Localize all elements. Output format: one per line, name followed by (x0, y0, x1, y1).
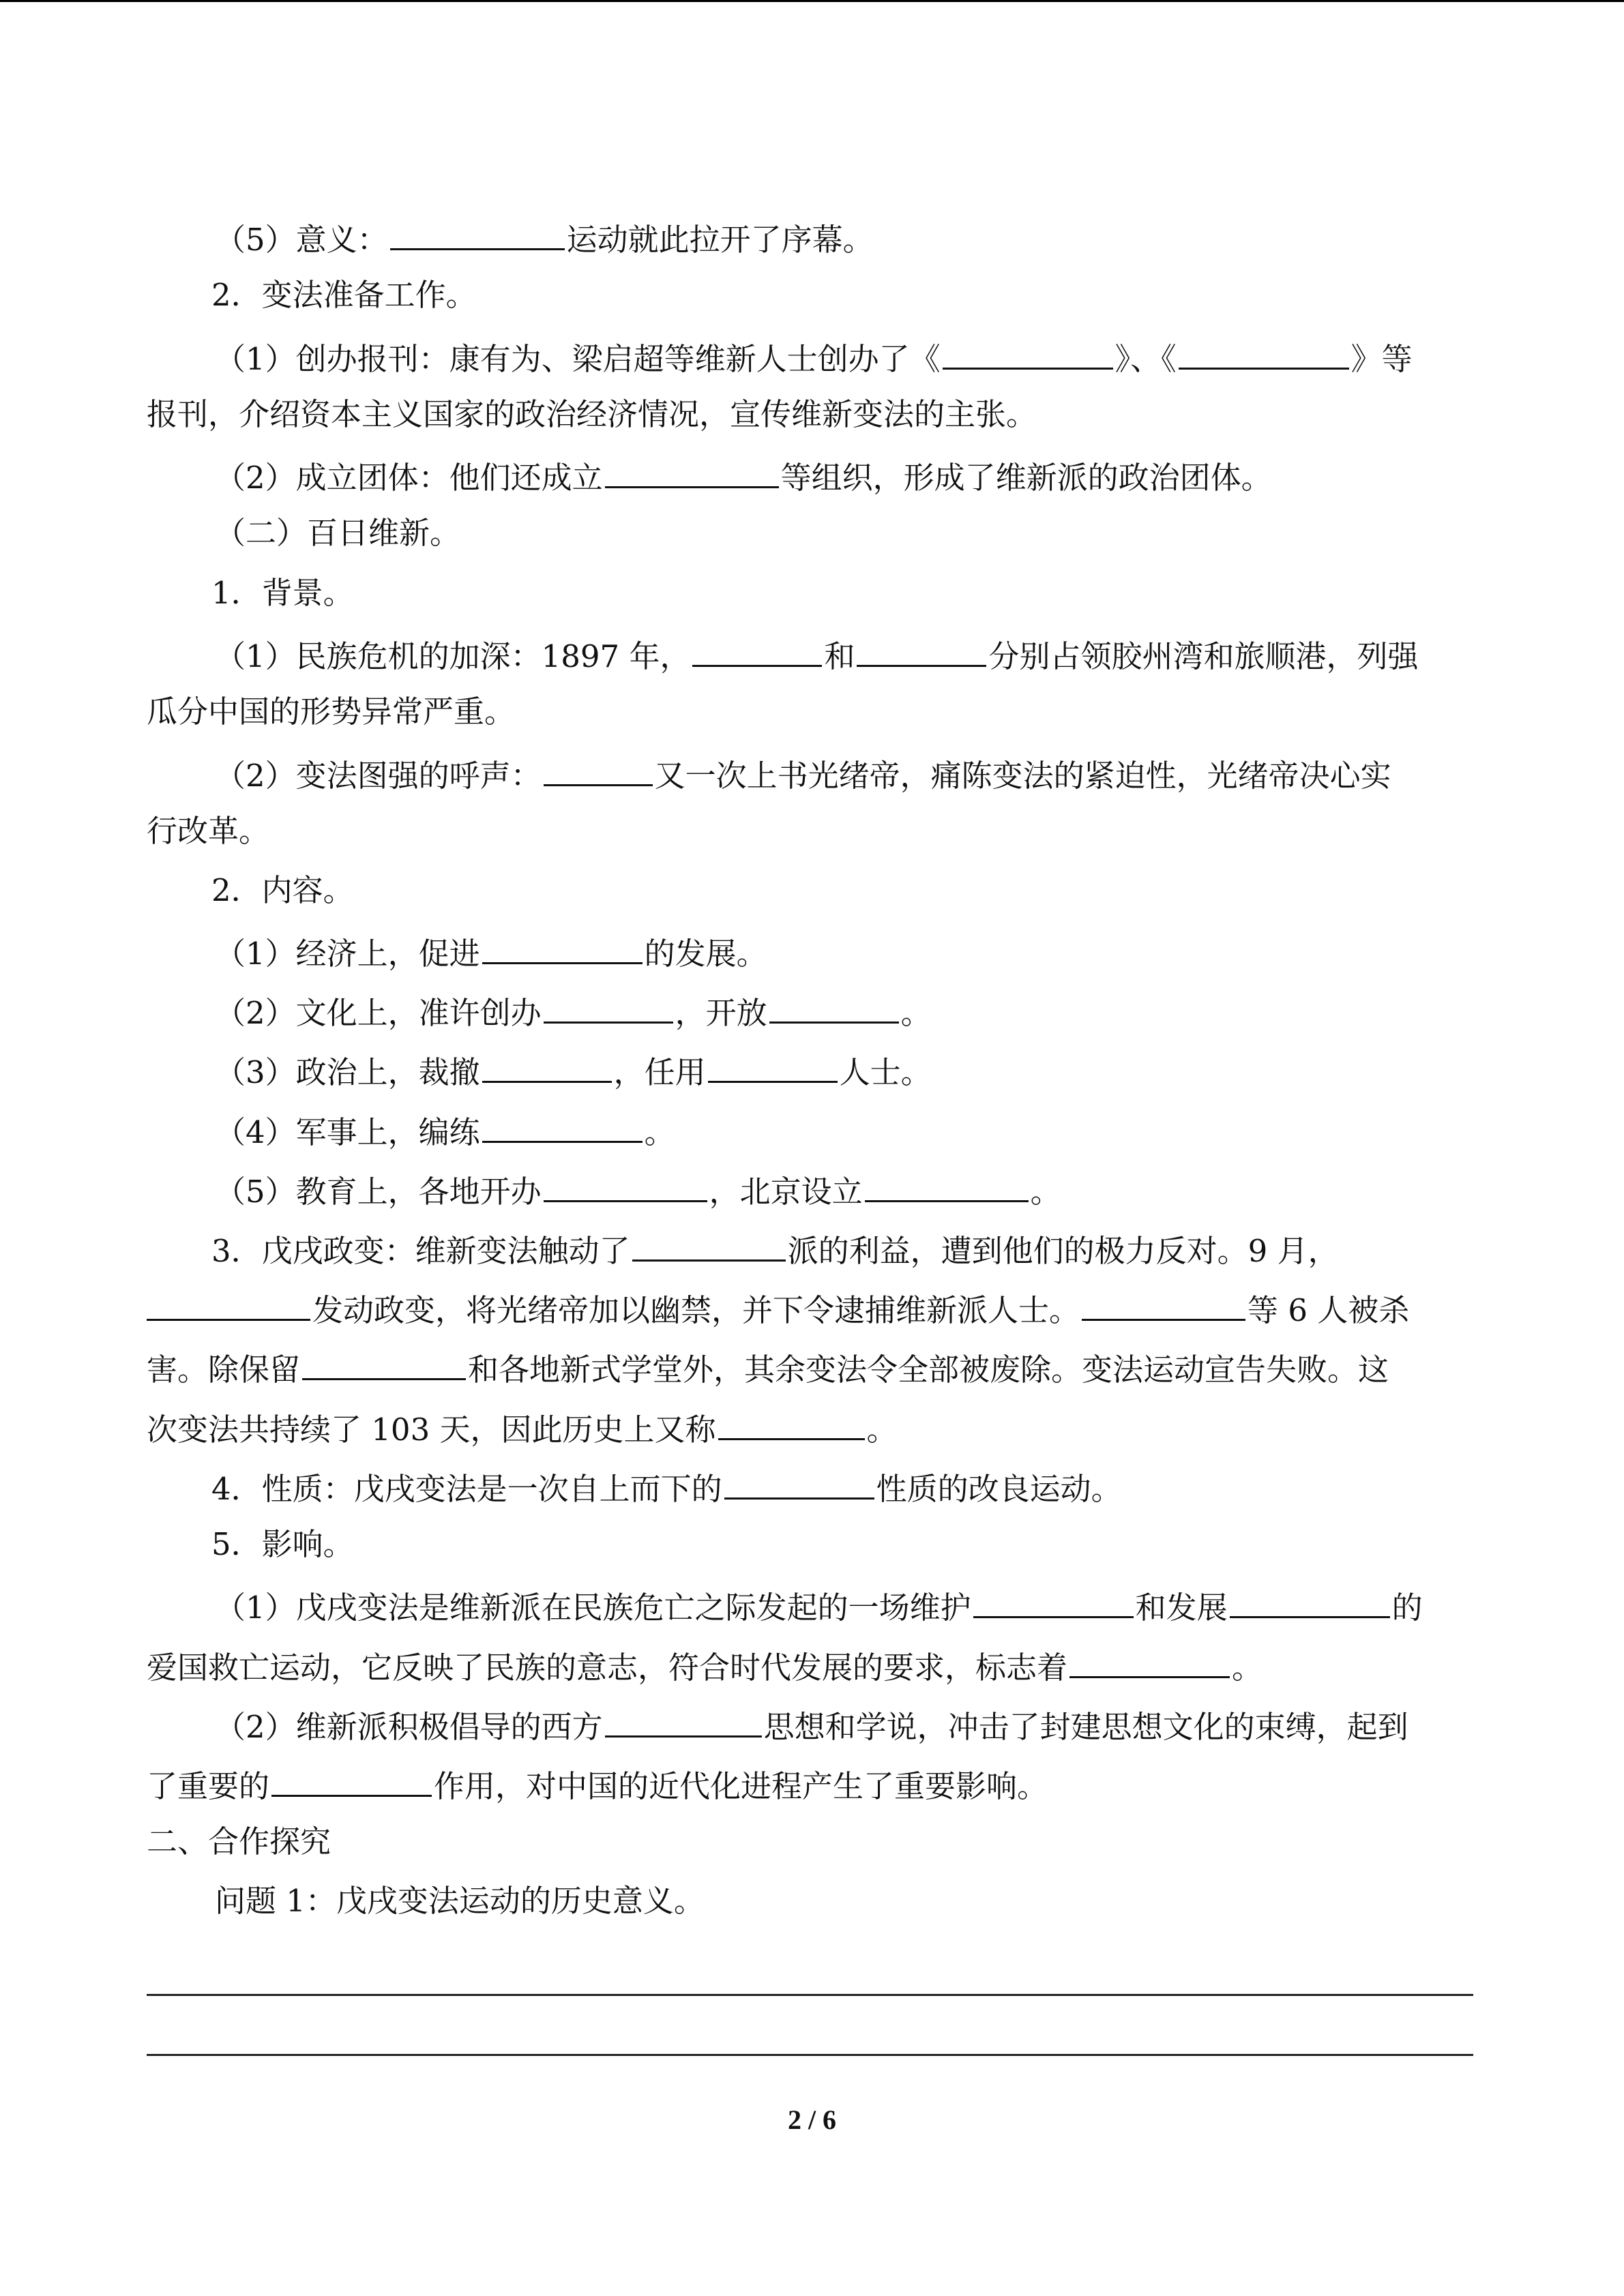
section-heading (0, 1524, 1624, 1565)
answer-blank[interactable] (605, 453, 779, 488)
line-text: （2）成立团体：他们还成立 (215, 460, 603, 496)
line-text: 害。除保留 (147, 1352, 301, 1388)
line-text: 2．内容。 (211, 872, 354, 908)
line-text: 3．戊戌政变：维新变法触动了 (211, 1233, 630, 1269)
text-line (0, 335, 1624, 376)
line-text: 了重要的 (147, 1768, 270, 1804)
answer-blank[interactable] (544, 1167, 707, 1202)
answer-blank[interactable] (482, 929, 643, 964)
line-text: （2）维新派积极倡导的西方 (215, 1709, 603, 1745)
answer-line[interactable] (147, 2054, 1473, 2056)
line-text: 。 (866, 1412, 898, 1448)
line-text: 爱国救亡运动，它反映了民族的意志，符合时代发展的要求，标志着 (147, 1650, 1068, 1686)
line-text: 。 (644, 1114, 675, 1150)
text-line (0, 989, 1624, 1030)
line-text: 派的利益，遭到他们的极力反对。9 月， (787, 1233, 1339, 1269)
line-text: 思想和学说，冲击了封建思想文化的束缚，起到 (763, 1709, 1408, 1745)
answer-blank[interactable] (482, 1108, 643, 1143)
answer-blank[interactable] (1069, 1643, 1230, 1678)
line-text: 运动就此拉开了序幕。 (566, 222, 874, 258)
line-text: 的发展。 (644, 936, 767, 972)
line-text: （1）民族危机的加深：1897 年， (215, 638, 691, 674)
line-text: （1）经济上，促进 (215, 936, 480, 972)
answer-blank[interactable] (544, 989, 673, 1024)
line-text: 人士。 (839, 1054, 932, 1090)
text-line (0, 811, 1624, 852)
text-line (0, 632, 1624, 673)
text-line (0, 1405, 1624, 1446)
answer-blank[interactable] (724, 1465, 874, 1500)
text-line (0, 1583, 1624, 1624)
line-text: 又一次上书光绪帝，痛陈变法的紧迫性，光绪帝决心实 (654, 758, 1391, 794)
text-line (0, 691, 1624, 732)
line-text: （1）戊戌变法是维新派在民族危亡之际发起的一场维护 (215, 1590, 971, 1626)
answer-blank[interactable] (943, 335, 1113, 370)
line-text: 。 (1030, 1174, 1061, 1210)
line-text: 》等 (1350, 341, 1413, 377)
answer-blank[interactable] (1082, 1286, 1245, 1321)
section-heading (0, 275, 1624, 316)
section-heading (0, 513, 1624, 554)
answer-blank[interactable] (865, 1167, 1029, 1202)
line-text: 瓜分中国的形势异常严重。 (147, 694, 516, 730)
line-text: 作用，对中国的近代化进程产生了重要影响。 (434, 1768, 1048, 1804)
answer-blank[interactable] (632, 1227, 786, 1262)
line-text: ，任用 (613, 1054, 706, 1090)
line-text: 。 (900, 995, 932, 1031)
line-text: 和各地新式学堂外，其余变法令全部被废除。变法运动宣告失败。这 (468, 1352, 1389, 1388)
text-line (0, 1762, 1624, 1803)
answer-blank[interactable] (718, 1405, 865, 1440)
answer-blank[interactable] (1230, 1583, 1390, 1618)
line-text: （二）百日维新。 (215, 515, 461, 551)
line-text: 二、合作探究 (147, 1823, 331, 1860)
line-text: （1）创办报刊：康有为、梁启超等维新人士创办了《 (215, 341, 941, 377)
text-line (0, 215, 1624, 256)
line-text: 分别占领胶州湾和旅顺港，列强 (988, 638, 1419, 674)
line-text: （4）军事上，编练 (215, 1114, 480, 1150)
line-text: （2）文化上，准许创办 (215, 995, 542, 1031)
line-text: ，北京设立 (709, 1174, 863, 1210)
text-line (0, 751, 1624, 792)
answer-blank[interactable] (692, 632, 822, 667)
line-text: 1．背景。 (211, 575, 354, 611)
line-text: （5）教育上，各地开办 (215, 1174, 542, 1210)
line-text: ，开放 (675, 995, 767, 1031)
answer-blank[interactable] (482, 1048, 612, 1083)
text-line (0, 929, 1624, 970)
line-text: 等组织，形成了维新派的政治团体。 (780, 460, 1272, 496)
line-text: 》、《 (1114, 341, 1177, 377)
answer-line[interactable] (147, 1994, 1473, 1996)
answer-blank[interactable] (769, 989, 899, 1024)
text-line (0, 1703, 1624, 1744)
answer-blank[interactable] (973, 1583, 1134, 1618)
line-text: 问题 1：戊戌变法运动的历史意义。 (215, 1883, 705, 1919)
text-line (0, 1286, 1624, 1327)
line-text: 和发展 (1135, 1590, 1228, 1626)
answer-blank[interactable] (708, 1048, 838, 1083)
section-heading (0, 870, 1624, 911)
text-line (0, 1643, 1624, 1684)
line-text: 性质的改良运动。 (876, 1471, 1122, 1507)
section-heading (0, 1821, 1624, 1862)
line-text: 。 (1232, 1650, 1263, 1686)
text-line (0, 453, 1624, 494)
answer-blank[interactable] (1179, 335, 1349, 370)
line-text: 5．影响。 (211, 1526, 354, 1562)
text-line (0, 1227, 1624, 1268)
answer-blank[interactable] (857, 632, 986, 667)
answer-blank[interactable] (605, 1703, 762, 1738)
line-text: 次变法共持续了 103 天，因此历史上又称 (147, 1412, 716, 1448)
text-line (0, 1048, 1624, 1089)
line-text: （2）变法图强的呼声： (215, 758, 542, 794)
line-text: 发动政变，将光绪帝加以幽禁，并下令逮捕维新派人士。 (312, 1292, 1080, 1328)
text-line (0, 1345, 1624, 1386)
line-text: 4．性质：戊戌变法是一次自上而下的 (211, 1471, 722, 1507)
answer-blank[interactable] (271, 1762, 432, 1797)
question-prompt (0, 1881, 1624, 1922)
answer-blank[interactable] (390, 215, 565, 250)
line-text: 行改革。 (147, 813, 270, 849)
line-text: 报刊，介绍资本主义国家的政治经济情况，宣传维新变法的主张。 (147, 396, 1037, 432)
answer-blank[interactable] (147, 1286, 310, 1321)
text-line (0, 1108, 1624, 1149)
text-line (0, 394, 1624, 435)
answer-blank[interactable] (302, 1345, 466, 1380)
line-text: （3）政治上，裁撤 (215, 1054, 480, 1090)
line-text: 2．变法准备工作。 (211, 277, 477, 313)
line-text: （5）意义： (215, 222, 388, 258)
line-text: 等 6 人被杀 (1247, 1292, 1410, 1328)
text-line (0, 1167, 1624, 1208)
text-line (0, 1465, 1624, 1506)
line-text: 的 (1391, 1590, 1423, 1626)
page-number: 2 / 6 (787, 2104, 837, 2135)
section-heading (0, 573, 1624, 614)
line-text: 和 (824, 638, 855, 674)
answer-blank[interactable] (544, 751, 653, 786)
